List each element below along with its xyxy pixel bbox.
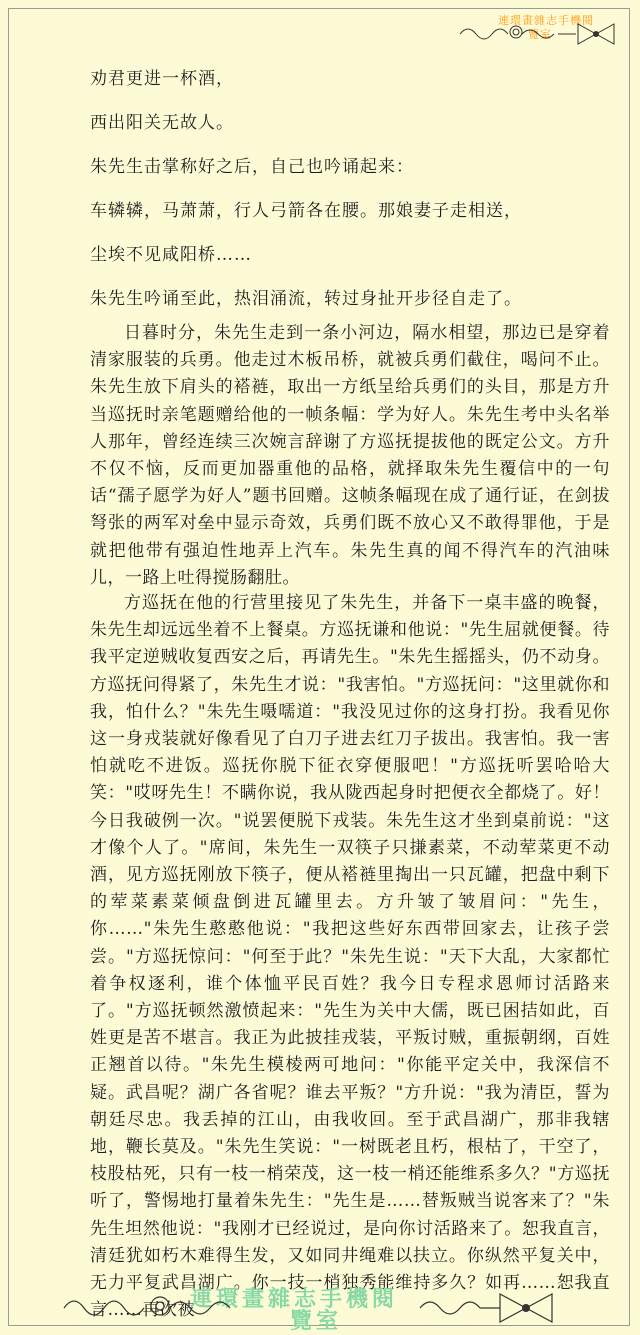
watermark-bottom xyxy=(60,1282,600,1334)
paragraph-1: 日暮时分，朱先生走到一条小河边，隔水相望，那边已是穿着清家服装的兵勇。他走过木板吊桥，就被兵勇们截住，喝问不止。朱先生放下肩头的褡裢，取出一方纸呈给兵勇们的头目，那是方升当巡抚时亲笔题赠给他的一帧条幅：学为好人。朱先生考中头名举人那年，曾经连续三次婉言辞谢了方巡抚提拔他的既定公文。方升不仅不恼，反而更加器重他的品格，就择取朱先生覆信中的一句话“孺子愿学为好人”题书回赠。这帧条幅现在成了通行证，在剑拔弩张的两军对垒中显示奇效，兵勇们既不放心又不敢得罪他，于是就把他带有强迫性地弄上汽车。朱先生真的闻不得汽车的汽油味儿，一路上吐得搅肠翻肚。 xyxy=(90,323,610,588)
watermark-top xyxy=(458,6,628,44)
verse-line-4: 车辚辚，马萧萧，行人弓箭各在腰。那娘妻子走相送， xyxy=(90,201,522,221)
verse-line-2: 西出阳关无故人。 xyxy=(90,113,234,133)
flourish-ribbon-icon xyxy=(458,20,628,46)
verse-line-6: 朱先生吟诵至此，热泪涌流，转过身扯开步径自走了。 xyxy=(90,289,522,309)
verse-line-1: 劝君更进一杯酒， xyxy=(90,69,234,89)
watermark-text-line1: 連環畫雜志手機閱 xyxy=(498,14,594,27)
verse-line-3: 朱先生击掌称好之后，自己也吟诵起来： xyxy=(90,157,414,177)
watermark-bottom-text-line1: 連環畫雜志手機閱 xyxy=(190,1287,399,1312)
flourish-ribbon-icon xyxy=(60,1290,600,1326)
watermark-bottom-text-line2: 覽室 xyxy=(290,1309,343,1334)
watermark-text-line2: 覽室 xyxy=(528,28,552,41)
paragraph-2: 方巡抚在他的行营里接见了朱先生，并备下一桌丰盛的晚餐，朱先生却远远坐着不上餐桌。方巡抚谦和他说："先生屈就便餐。待我平定逆贼收复西安之后，再请先生。"朱先生摇摇头，仍不动身。方巡抚问得紧了，朱先生才说："我害怕。"方巡抚问："这里就你和我，怕什么？"朱先生嗫嚅道："我没见过你的这身打扮。我看见你这一身戎装就好像看见了白刀子进去红刀子拔出。我害怕。我一害怕就吃不进饭。巡抚你脱下征衣穿便服吧！"方巡抚听罢哈哈大笑："哎呀先生！不瞒你说，我从陇西起身时把便衣全都烧了。好！今日我破例一次。"说罢便脱下戎装。朱先生这才坐到桌前说："这才像个人了。"席间，朱先生一双筷子只搛素菜，不动荤菜更不动酒，见方巡抚刚放下筷子，便从褡裢里掏出一只瓦罐，把盘中剩下的荤菜素菜倾盘倒进瓦罐里去。方升皱了皱眉问："先生，你……"朱先生憨憨他说："我把这些好东西带回家去，让孩子尝尝。"方巡抚惊问："何至于此？"朱先生说："天下大乱，大家都忙着争权逐利，谁个体恤平民百姓？我今日专程求恩师讨活路来了。"方巡抚顿然激愤起来："先生为关中大儒，既已困拮如此，百姓更是苦不堪言。我正为此披挂戎装，平叛讨贼，重振朝纲，百姓正翘首以待。"朱先生模棱两可地问："你能平定关中，我深信不疑。武昌呢？湖广各省呢？谁去平叛？"方升说："我为清臣，誓为朝廷尽忠。我丢掉的江山，由我收回。至于武昌湖广，那非我辖地，鞭长莫及。"朱先生笑说："一树既老且朽，根枯了，干空了，枝股枯死，只有一枝一梢荣茂，这一枝一梢还能维系多久？"方巡抚听了，警惕地打量着朱先生："先生是……替叛贼当说客来了？"朱先生坦然他说："我刚才已经说过，是向你讨活路来了。恕我直言，清廷犹如朽木难得生发，又如同井绳难以扶立。你纵然平复关中，无力平复武昌湖广。你一技一梢独秀能维持多久？如再……恕我直言……再次被 xyxy=(90,593,610,1321)
verse-line-5: 尘埃不见咸阳桥…… xyxy=(90,245,252,265)
